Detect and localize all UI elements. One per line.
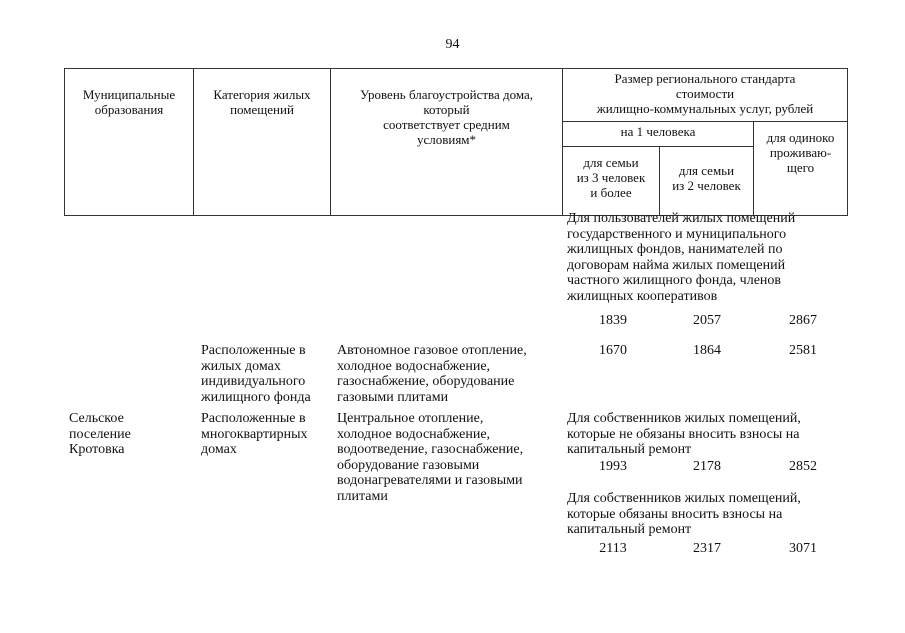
text-line: Для собственников жилых помещений, (567, 411, 801, 426)
header-municipalities (65, 69, 194, 216)
value-family2: 2178 (693, 459, 721, 474)
text-line: которые не обязаны вносить взносы на (567, 426, 800, 442)
text-line: Для собственников жилых помещений, (567, 491, 801, 506)
header-line: для семьи (583, 155, 639, 170)
text-line: капитальный ремонт (567, 442, 692, 457)
header-line: Муниципальные (82, 87, 176, 102)
header-line: образования (94, 102, 164, 117)
header-line: из 3 человек (576, 170, 646, 185)
text-line: жилищного фонда (201, 389, 311, 405)
text-line: Кротовка (69, 442, 125, 457)
header-standard-size (563, 69, 848, 122)
text-line: домах (201, 442, 237, 457)
tenants-group-label (567, 211, 867, 304)
table-header (64, 68, 848, 216)
text-line: поселение (69, 426, 131, 442)
text-line: Сельское (69, 411, 124, 426)
header-category (194, 69, 331, 216)
individual-houses-level (337, 343, 562, 405)
text-line: которые обязаны вносить взносы на (567, 506, 783, 522)
header-line: соответствует средним (383, 117, 510, 132)
header-line: для семьи (678, 163, 735, 178)
text-line: капитальный ремонт (567, 522, 692, 537)
value-family3: 1670 (599, 343, 627, 358)
header-single (754, 122, 848, 216)
text-line: Расположенные в (201, 411, 306, 426)
header-line: стоимости (675, 86, 735, 101)
text-line: жилищных фондов, нанимателей по (567, 242, 783, 257)
text-line: Расположенные в (201, 343, 306, 358)
value-single: 3071 (789, 541, 817, 556)
value-single: 2852 (789, 459, 817, 474)
header-line: из 2 человек (672, 178, 741, 193)
text-line: оборудование газовыми (337, 457, 480, 473)
text-line: плитами (337, 488, 388, 504)
owners-no-fee-label (567, 411, 867, 458)
apartment-houses-level (337, 411, 562, 504)
text-line: многоквартирных (201, 426, 308, 442)
header-family3 (563, 147, 660, 216)
page-number: 94 (445, 37, 460, 52)
header-line: жилищно-коммунальных услуг, рублей (596, 101, 814, 116)
header-per-person: на 1 человека (563, 122, 754, 147)
header-line: который (423, 102, 470, 117)
header-line: Размер регионального стандарта (614, 71, 796, 86)
municipality-name (69, 411, 189, 458)
header-line: для одиноко (766, 130, 835, 145)
value-family3: 1993 (599, 459, 627, 474)
text-line: холодное водоснабжение, (337, 358, 491, 374)
header-line: Уровень благоустройства дома, (359, 87, 534, 102)
text-line: холодное водоснабжение, (337, 426, 491, 442)
text-line: водонагревателями и газовыми (337, 473, 523, 488)
header-improvement-level (331, 69, 563, 216)
header-line: проживаю- (769, 145, 832, 160)
value-family2: 2057 (693, 313, 721, 328)
text-line: жилищных кооперативов (567, 288, 718, 304)
value-family2: 2317 (693, 541, 721, 556)
text-line: индивидуального (201, 374, 306, 389)
text-line: газовыми плитами (337, 389, 449, 405)
text-line: Центральное отопление, (337, 411, 484, 426)
header-line: щего (786, 160, 815, 175)
text-line: жилых домах (201, 358, 281, 374)
value-family2: 1864 (693, 343, 721, 358)
value-family3: 2113 (599, 541, 627, 556)
header-line: условиям* (416, 132, 477, 147)
owners-fee-label (567, 491, 867, 538)
text-line: государственного и муниципального (567, 226, 787, 242)
value-single: 2867 (789, 313, 817, 328)
text-line: Автономное газовое отопление, (337, 343, 527, 358)
text-line: Для пользователей жилых помещений (567, 211, 796, 226)
header-family2 (660, 147, 754, 216)
text-line: частного жилищного фонда, членов (567, 273, 782, 288)
apartment-houses-category (201, 411, 331, 458)
value-family3: 1839 (599, 313, 627, 328)
text-line: договорам найма жилых помещений (567, 257, 786, 273)
header-line: и более (590, 185, 632, 200)
individual-houses-category (201, 343, 331, 405)
header-line: Категория жилых (213, 87, 311, 102)
text-line: газоснабжение, оборудование (337, 374, 515, 389)
header-line: помещений (230, 102, 294, 117)
value-single: 2581 (789, 343, 817, 358)
text-line: водоотведение, газоснабжение, (337, 442, 524, 457)
